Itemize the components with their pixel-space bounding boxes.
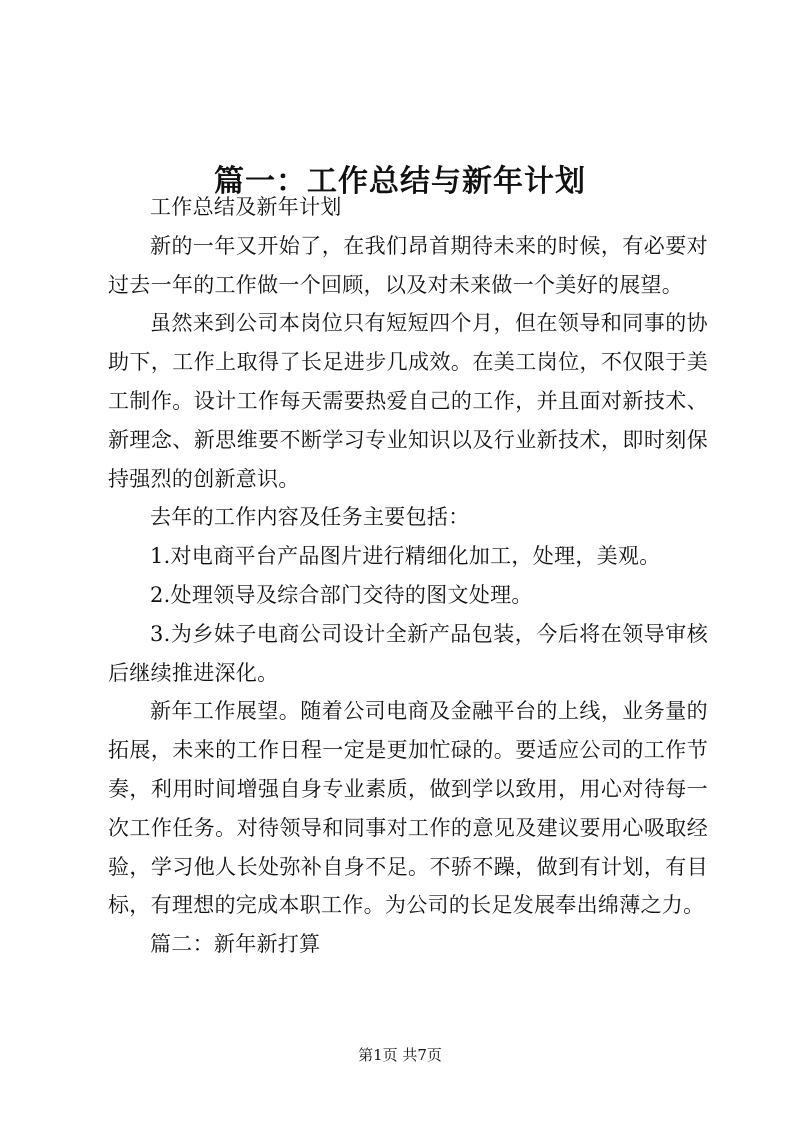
list-item: 3.为乡妹子电商公司设计全新产品包装，今后将在领导审核后继续推进深化。: [108, 621, 708, 685]
paragraph-work-summary: 虽然来到公司本岗位只有短短四个月，但在领导和同事的协助下，工作上取得了长足进步几成效。在美工岗位，不仅限于美工制作。设计工作每天需要热爱自己的工作，并且面对新技术、新理念、新思维要不断学习专业知识以及行业新技术，即时刻保持强烈的创新意识。: [108, 311, 708, 491]
list-item: 1.对电商平台产品图片进行精细化加工，处理，美观。: [150, 544, 661, 569]
paragraph-next-section: 篇二：新年新打算: [150, 932, 321, 957]
paragraph-outlook: 新年工作展望。随着公司电商及金融平台的上线，业务量的拓展，未来的工作日程一定是更加忙碌的。要适应公司的工作节奏，利用时间增强自身专业素质，做到学以致用，用心对待每一次工作任务。对待领导和同事对工作的意见及建议要用心吸取经验，学习他人长处弥补自身不足。不骄不躁，做到有计划，有目标，有理想的完成本职工作。为公司的长足发展奉出绵薄之力。: [108, 699, 708, 918]
document-title: 篇一：工作总结与新年计划: [214, 164, 586, 200]
document-body: [108, 188, 708, 964]
paragraph-intro: 新的一年又开始了，在我们昂首期待未来的时候，有必要对过去一年的工作做一个回顾，以及对未来做一个美好的展望。: [108, 233, 708, 297]
paragraph-subtitle: 工作总结及新年计划: [150, 195, 342, 219]
paragraph-task-heading: 去年的工作内容及任务主要包括：: [150, 505, 470, 530]
list-item: 2.处理领导及综合部门交待的图文处理。: [150, 582, 533, 607]
page-number: 第1页 共7页: [358, 1046, 442, 1064]
